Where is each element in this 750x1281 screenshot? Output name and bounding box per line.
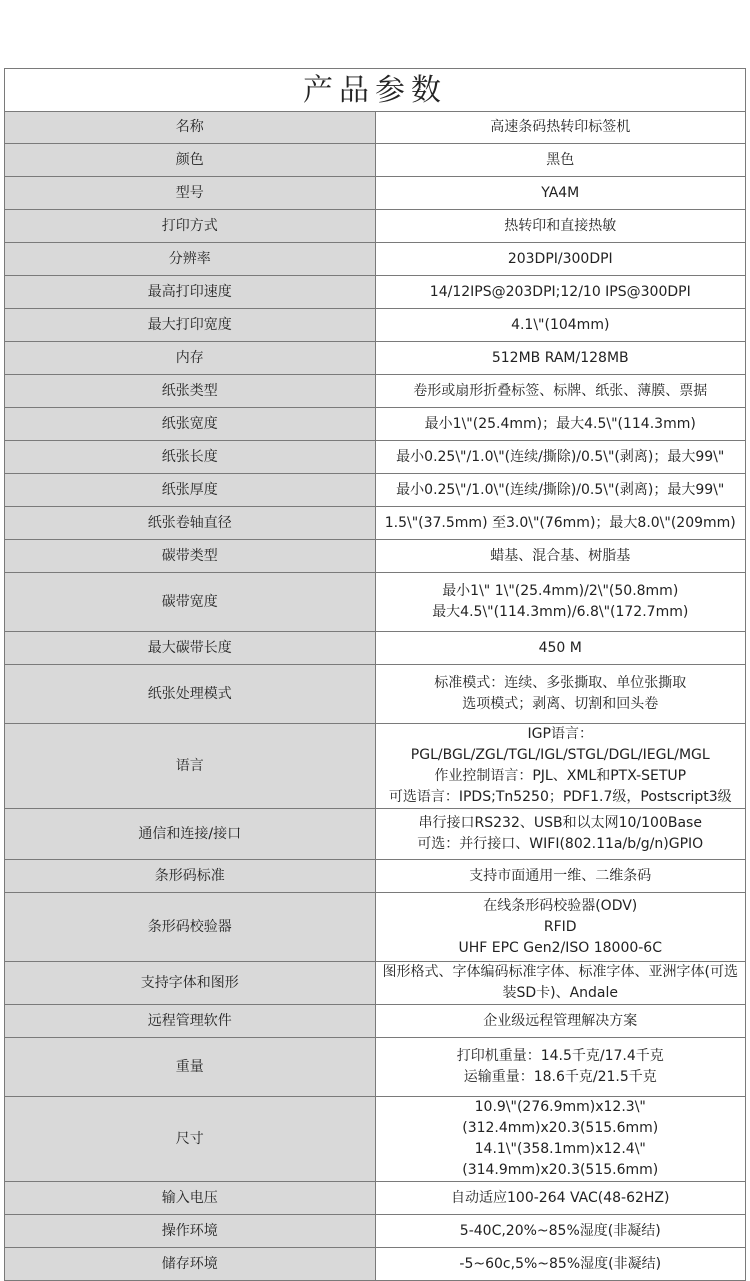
spec-value <box>375 809 746 860</box>
table-row <box>5 276 746 309</box>
spec-label: 远程管理软件 <box>5 1005 376 1038</box>
table-row <box>5 1038 746 1097</box>
spec-value-line: 最小0.25\"/1.0\"(连续/撕除)/0.5\"(剥离)；最大99\" <box>396 481 725 498</box>
spec-value <box>375 144 746 177</box>
spec-value-line: 4.1\"(104mm) <box>511 316 610 333</box>
spec-label: 碳带类型 <box>5 540 376 573</box>
spec-value <box>375 893 746 962</box>
spec-value-line: 黑色 <box>546 151 575 168</box>
spec-value-line: 打印机重量：14.5千克/17.4千克 <box>456 1048 664 1064</box>
spec-value <box>375 210 746 243</box>
spec-value <box>375 962 746 1005</box>
spec-label: 打印方式 <box>5 210 376 243</box>
table-row <box>5 665 746 724</box>
spec-label: 通信和连接/接口 <box>5 809 376 860</box>
spec-value <box>375 243 746 276</box>
spec-value-line: -5~60c,5%~85%湿度(非凝结) <box>459 1255 662 1272</box>
spec-value-line: 5-40C,20%~85%湿度(非凝结) <box>459 1222 661 1239</box>
spec-label: 最大碳带长度 <box>5 632 376 665</box>
spec-value-line: 最大4.5\"(114.3mm)/6.8\"(172.7mm) <box>432 604 689 620</box>
table-row <box>5 441 746 474</box>
spec-sheet <box>4 68 746 1281</box>
table-row <box>5 1248 746 1281</box>
spec-value-line: 热转印和直接热敏 <box>504 217 617 234</box>
table-row <box>5 210 746 243</box>
page-title: 产品参数 <box>5 69 746 112</box>
spec-label: 操作环境 <box>5 1215 376 1248</box>
spec-value <box>375 342 746 375</box>
spec-value-line: 作业控制语言：PJL、XML和PTX-SETUP <box>434 768 687 784</box>
spec-value <box>375 441 746 474</box>
table-row <box>5 860 746 893</box>
spec-value <box>375 375 746 408</box>
table-row <box>5 632 746 665</box>
table-row <box>5 342 746 375</box>
spec-value <box>375 474 746 507</box>
spec-value-line: 蜡基、混合基、树脂基 <box>490 547 631 564</box>
spec-value <box>375 1182 746 1215</box>
spec-value-line: 标准模式：连续、多张撕取、单位张撕取 <box>434 675 687 691</box>
table-row <box>5 144 746 177</box>
table-row <box>5 375 746 408</box>
spec-value-line: 14/12IPS@203DPI;12/10 IPS@300DPI <box>429 283 691 300</box>
table-row <box>5 1215 746 1248</box>
table-row <box>5 809 746 860</box>
table-row <box>5 893 746 962</box>
spec-label: 条形码校验器 <box>5 893 376 962</box>
spec-value <box>375 276 746 309</box>
spec-value-line: 图形格式、字体编码标准字体、标准字体、亚洲字体(可选装SD卡)、Andale <box>382 964 738 1001</box>
table-row <box>5 309 746 342</box>
spec-value-line: IGP语言：PGL/BGL/ZGL/TGL/IGL/STGL/DGL/IEGL/MGL <box>410 726 710 763</box>
table-row <box>5 507 746 540</box>
spec-value <box>375 309 746 342</box>
table-row <box>5 540 746 573</box>
spec-value-line: 可选语言：IPDS;Tn5250；PDF1.7级，Postscript3级 <box>388 789 732 805</box>
spec-value-line: 512MB RAM/128MB <box>491 349 629 366</box>
spec-value-line: 自动适应100-264 VAC(48-62HZ) <box>451 1189 670 1206</box>
spec-value <box>375 112 746 144</box>
spec-label: 纸张长度 <box>5 441 376 474</box>
spec-value-line: 高速条码热转印标签机 <box>490 119 631 135</box>
spec-label: 内存 <box>5 342 376 375</box>
spec-value <box>375 1215 746 1248</box>
table-row <box>5 573 746 632</box>
spec-value-line: 450 M <box>538 639 582 656</box>
spec-value <box>375 860 746 893</box>
spec-value-line: UHF EPC Gen2/ISO 18000-6C <box>458 939 662 956</box>
table-row <box>5 474 746 507</box>
spec-label: 尺寸 <box>5 1097 376 1182</box>
spec-value-line: 卷形或扇形折叠标签、标牌、纸张、薄膜、票据 <box>413 382 708 399</box>
spec-label: 纸张厚度 <box>5 474 376 507</box>
spec-label: 纸张宽度 <box>5 408 376 441</box>
spec-value-line: 串行接口RS232、USB和以太网10/100Base <box>418 815 702 831</box>
spec-value-line: 14.1\"(358.1mm)x12.4\"(314.9mm)x20.3(515.6mm) <box>462 1141 659 1178</box>
spec-label: 名称 <box>5 112 376 144</box>
spec-label: 颜色 <box>5 144 376 177</box>
spec-value-line: 10.9\"(276.9mm)x12.3\"(312.4mm)x20.3(515.6mm) <box>462 1099 659 1136</box>
spec-value-line: RFID <box>543 918 577 935</box>
spec-label: 纸张类型 <box>5 375 376 408</box>
spec-label: 支持字体和图形 <box>5 962 376 1005</box>
spec-value-line: 最小1\" 1\"(25.4mm)/2\"(50.8mm) <box>442 583 679 599</box>
spec-value-line: 企业级远程管理解决方案 <box>483 1012 638 1029</box>
spec-value <box>375 177 746 210</box>
spec-value <box>375 408 746 441</box>
spec-value-line: 最小0.25\"/1.0\"(连续/撕除)/0.5\"(剥离)；最大99\" <box>396 448 725 465</box>
spec-label: 最高打印速度 <box>5 276 376 309</box>
spec-value <box>375 1097 746 1182</box>
table-row <box>5 112 746 144</box>
spec-value <box>375 724 746 809</box>
spec-value-line: 支持市面通用一维、二维条码 <box>469 867 652 884</box>
spec-table <box>4 68 746 1281</box>
spec-value <box>375 573 746 632</box>
spec-value-line: YA4M <box>541 184 580 201</box>
table-row <box>5 1005 746 1038</box>
spec-value-line: 可选：并行接口、WIFI(802.11a/b/g/n)GPIO <box>417 836 704 852</box>
spec-value-line: 203DPI/300DPI <box>507 250 613 267</box>
table-row <box>5 1097 746 1182</box>
spec-value <box>375 1248 746 1281</box>
spec-label: 型号 <box>5 177 376 210</box>
table-row <box>5 962 746 1005</box>
title-row <box>5 69 746 112</box>
spec-value <box>375 632 746 665</box>
spec-label: 碳带宽度 <box>5 573 376 632</box>
table-row <box>5 243 746 276</box>
spec-value-line: 最小1\"(25.4mm)；最大4.5\"(114.3mm) <box>424 415 696 432</box>
spec-value-line: 运输重量：18.6千克/21.5千克 <box>463 1069 657 1085</box>
spec-value <box>375 665 746 724</box>
table-row <box>5 408 746 441</box>
spec-label: 纸张卷轴直径 <box>5 507 376 540</box>
table-row <box>5 724 746 809</box>
spec-value-line: 选项模式；剥离、切割和回头卷 <box>462 696 659 712</box>
spec-label: 语言 <box>5 724 376 809</box>
spec-label: 储存环境 <box>5 1248 376 1281</box>
spec-label: 纸张处理模式 <box>5 665 376 724</box>
spec-label: 输入电压 <box>5 1182 376 1215</box>
spec-label: 最大打印宽度 <box>5 309 376 342</box>
table-row <box>5 1182 746 1215</box>
spec-label: 重量 <box>5 1038 376 1097</box>
spec-value <box>375 540 746 573</box>
spec-label: 条形码标准 <box>5 860 376 893</box>
spec-label: 分辨率 <box>5 243 376 276</box>
spec-value-line: 在线条形码校验器(ODV) <box>483 897 638 914</box>
spec-value <box>375 1005 746 1038</box>
spec-value <box>375 1038 746 1097</box>
spec-value <box>375 507 746 540</box>
spec-value-line: 1.5\"(37.5mm) 至3.0\"(76mm)；最大8.0\"(209mm) <box>384 514 736 531</box>
table-row <box>5 177 746 210</box>
